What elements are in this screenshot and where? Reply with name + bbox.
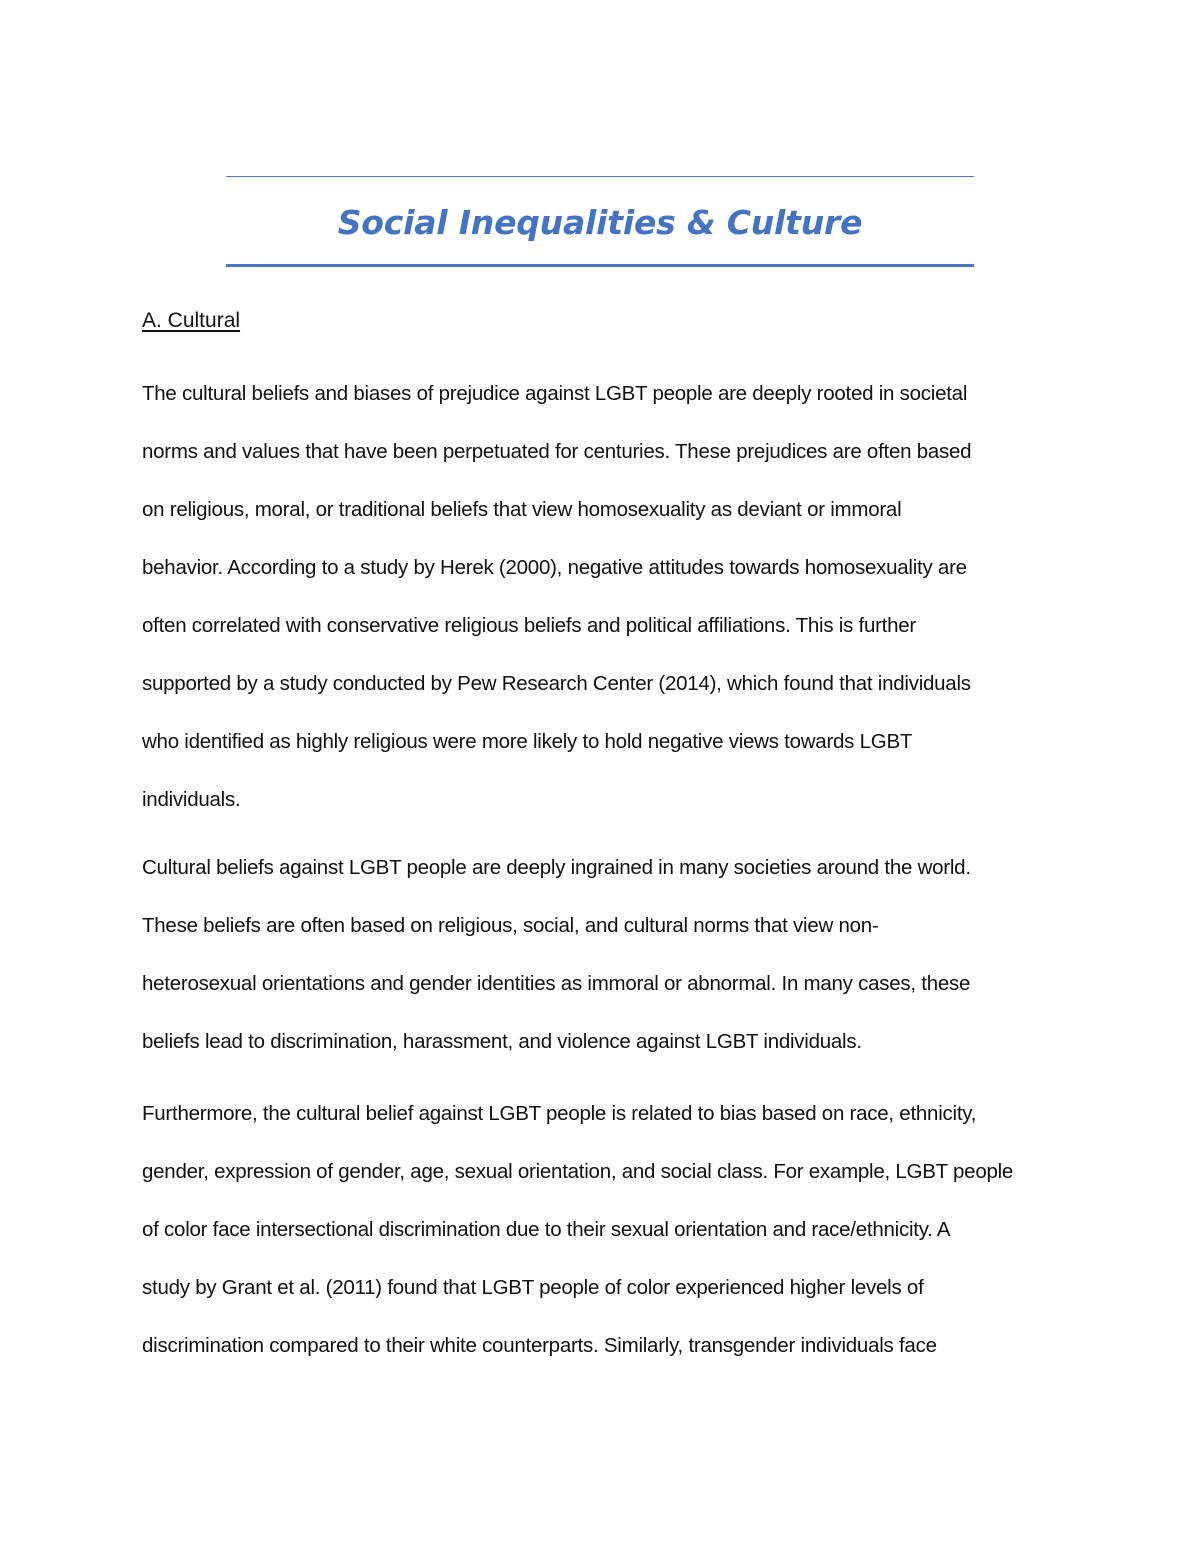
paragraph-line: These beliefs are often based on religious, social, and cultural norms that view non- (142, 914, 879, 937)
paragraph-line: heterosexual orientations and gender identities as immoral or abnormal. In many cases, these (142, 972, 971, 995)
paragraph-line: The cultural beliefs and biases of prejudice against LGBT people are deeply rooted in societal (142, 382, 968, 405)
paragraph-line: behavior. According to a study by Herek (2000), negative attitudes towards homosexuality are (142, 556, 967, 579)
paragraph-line: supported by a study conducted by Pew Research Center (2014), which found that individuals (142, 672, 971, 695)
paragraph-line: individuals. (142, 788, 241, 811)
paragraph-line: often correlated with conservative religious beliefs and political affiliations. This is further (142, 614, 917, 637)
paragraph-line: norms and values that have been perpetuated for centuries. These prejudices are often based (142, 440, 972, 463)
paragraph-line: Furthermore, the cultural belief against LGBT people is related to bias based on race, ethnicity, (142, 1102, 977, 1125)
paragraph-1 (142, 380, 1072, 814)
paragraph-line: beliefs lead to discrimination, harassment, and violence against LGBT individuals. (142, 1030, 862, 1053)
paragraph-line: gender, expression of gender, age, sexual orientation, and social class. For example, LGBT people (142, 1160, 1014, 1183)
paragraph-2 (142, 854, 1072, 1056)
document-title: Social Inequalities & Culture (337, 203, 863, 242)
paragraph-line: discrimination compared to their white counterparts. Similarly, transgender individuals face (142, 1334, 937, 1357)
title-bottom-rule (226, 264, 974, 267)
title-top-rule (226, 176, 974, 177)
paragraph-line: Cultural beliefs against LGBT people are deeply ingrained in many societies around the world. (142, 856, 971, 879)
paragraph-line: of color face intersectional discrimination due to their sexual orientation and race/ethnicity. A (142, 1218, 951, 1241)
paragraph-line: who identified as highly religious were more likely to hold negative views towards LGBT (142, 730, 913, 753)
section-heading: A. Cultural (142, 309, 241, 332)
paragraph-3 (142, 1100, 1072, 1360)
paragraph-line: on religious, moral, or traditional beliefs that view homosexuality as deviant or immoral (142, 498, 902, 521)
paragraph-line: study by Grant et al. (2011) found that LGBT people of color experienced higher levels of (142, 1276, 924, 1299)
